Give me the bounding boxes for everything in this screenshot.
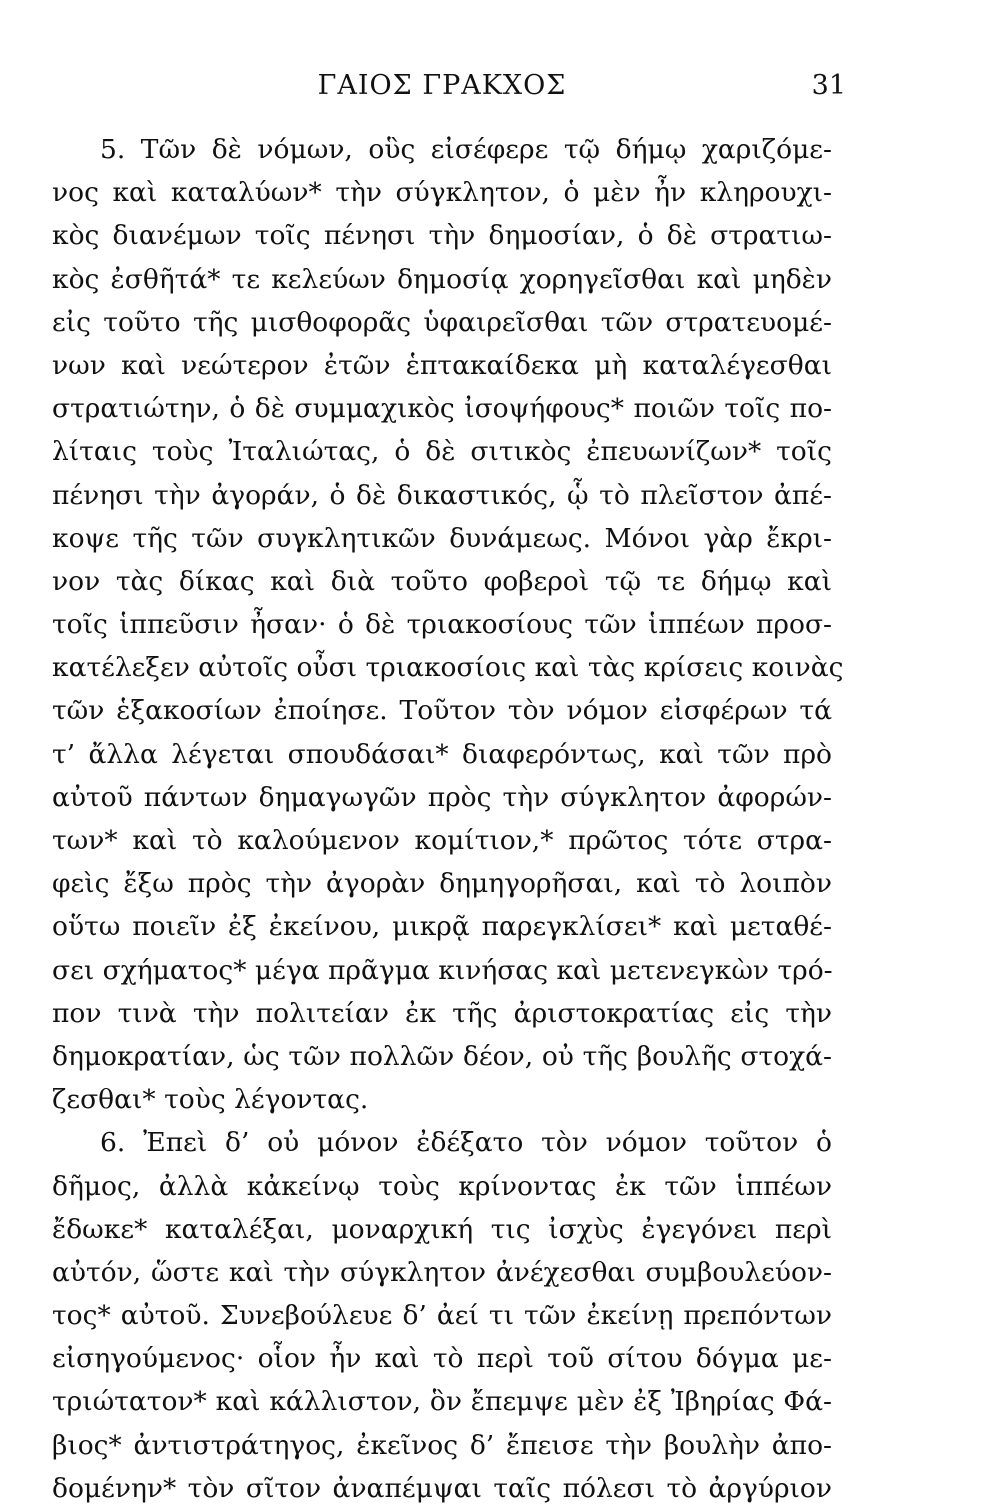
text-line: 6. Ἐπεὶ δ’ οὐ μόνον ἐδέξατο τὸν νόμον τοῦτον ὁ [100, 1127, 832, 1159]
text-line: 5. Τῶν δὲ νόμων, οὓς εἰσέφερε τῷ δήμῳ χαριζόμε- [100, 134, 832, 165]
text-line: αὐτοῦ πάντων δημαγωγῶν πρὸς τὴν σύγκλητον ἀφορών- [52, 781, 832, 813]
text-line: τος* αὐτοῦ. Συνεβούλευε δ’ ἀεί τι τῶν ἐκείνῃ πρεπόντων [52, 1300, 832, 1332]
text-line: κὸς διανέμων τοῖς πένησι τὴν δημοσίαν, ὁ δὲ στρατιω- [52, 220, 832, 252]
text-line: νος καὶ καταλύων* τὴν σύγκλητον, ὁ μὲν ἦν κληρουχι- [52, 177, 832, 209]
text-line: τοῖς ἱππεῦσιν ἦσαν· ὁ δὲ τριακοσίους τῶν ἱππέων προσ- [52, 609, 832, 641]
text-line: ἔδωκε* καταλέξαι, μοναρχική τις ἰσχὺς ἐγεγόνει περὶ [52, 1213, 832, 1245]
text-line: τ’ ἄλλα λέγεται σπουδάσαι* διαφερόντως, καὶ τῶν πρὸ [52, 738, 832, 770]
text-line: κοψε τῆς τῶν συγκλητικῶν δυνάμεως. Μόνοι γὰρ ἔκρι- [52, 522, 832, 554]
text-line: ζεσθαι* τοὺς λέγοντας. [52, 1084, 369, 1116]
text-line: πένησι τὴν ἀγοράν, ὁ δὲ δικαστικός, ᾧ τὸ πλεῖστον ἀπέ- [52, 479, 832, 511]
text-line: νων καὶ νεώτερον ἐτῶν ἑπτακαίδεκα μὴ καταλέγεσθαι [52, 349, 832, 381]
text-line: τῶν ἑξακοσίων ἐποίησε. Τοῦτον τὸν νόμον εἰσφέρων τά [52, 695, 832, 727]
text-line: λίταις τοὺς Ἰταλιώτας, ὁ δὲ σιτικὸς ἐπευωνίζων* τοῖς [52, 436, 832, 468]
body-text [52, 128, 844, 1510]
text-line: των* καὶ τὸ καλούμενον κομίτιον,* πρῶτος τότε στρα- [52, 825, 832, 856]
text-line: δομένην* τὸν σῖτον ἀναπέμψαι ταῖς πόλεσι τὸ ἀργύριον [52, 1472, 832, 1504]
running-header-title: ΓΑΙΟΣ ΓΡΑΚΧΟΣ [317, 70, 567, 101]
text-line: βιος* ἀντιστράτηγος, ἐκεῖνος δ’ ἔπεισε τὴν βουλὴν ἀπο- [52, 1429, 832, 1461]
text-line: τριώτατον* καὶ κάλλιστον, ὃν ἔπεμψε μὲν ἐξ Ἰβηρίας Φά- [52, 1386, 832, 1418]
text-line: εἰς τοῦτο τῆς μισθοφορᾶς ὑφαιρεῖσθαι τῶν στρατευομέ- [52, 306, 832, 338]
text-line: φεὶς ἔξω πρὸς τὴν ἀγορὰν δημηγορῆσαι, καὶ τὸ λοιπὸν [52, 868, 832, 900]
page-number: 31 [811, 70, 846, 101]
text-line: κὸς ἐσθῆτά* τε κελεύων δημοσίᾳ χορηγεῖσθαι καὶ μηδὲν [52, 263, 832, 295]
text-line: εἰσηγούμενος· οἷον ἦν καὶ τὸ περὶ τοῦ σίτου δόγμα με- [52, 1343, 832, 1375]
text-line: δῆμος, ἀλλὰ κἀκείνῳ τοὺς κρίνοντας ἐκ τῶν ἱππέων [52, 1170, 832, 1202]
text-line: οὕτω ποιεῖν ἐξ ἐκείνου, μικρᾷ παρεγκλίσει* καὶ μεταθέ- [52, 911, 832, 943]
text-line: αὐτόν, ὥστε καὶ τὴν σύγκλητον ἀνέχεσθαι συμβουλεύον- [52, 1256, 832, 1288]
text-line: δημοκρατίαν, ὡς τῶν πολλῶν δέον, οὐ τῆς βουλῆς στοχά- [52, 1040, 832, 1072]
text-line: πον τινὰ τὴν πολιτείαν ἐκ τῆς ἀριστοκρατίας εἰς τὴν [52, 997, 832, 1029]
text-line: σει σχήματος* μέγα πρᾶγμα κινήσας καὶ μετενεγκὼν τρό- [52, 954, 833, 986]
text-line: νον τὰς δίκας καὶ διὰ τοῦτο φοβεροὶ τῷ τε δήμῳ καὶ [52, 565, 832, 597]
text-line: στρατιώτην, ὁ δὲ συμμαχικὸς ἰσοψήφους* ποιῶν τοῖς πο- [52, 393, 832, 425]
text-line: κατέλεξεν αὐτοῖς οὖσι τριακοσίοις καὶ τὰς κρίσεις κοινὰς [52, 652, 844, 684]
